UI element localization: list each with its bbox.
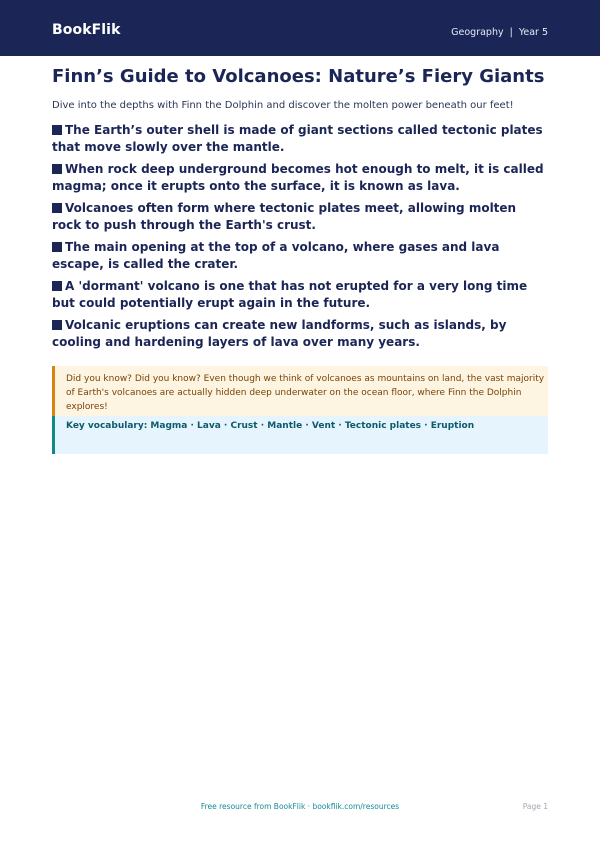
fact-text: The Earth’s outer shell is made of giant sections called tectonic plates that move slowly over the mantle. [52,123,543,154]
fact-text: The main opening at the top of a volcano, where gases and lava escape, is called the crater. [52,240,500,271]
subject-label: Geography [451,27,504,38]
brand-logo-text[interactable]: BookFlik [52,22,121,38]
fact-item [52,278,548,312]
fact-item [52,239,548,273]
fact-item [52,122,548,156]
fact-text: Volcanic eruptions can create new landforms, such as islands, by cooling and hardening layers of lava over many years. [52,318,507,349]
did-you-know-callout: Did you know? Did you know? Even though we think of volcanoes as mountains on land, the vast majority of Earth's volcanoes are actually hidden deep underwater on the ocean floor, where Finn the Dolphin explores! [52,366,548,416]
square-bullet-icon [52,164,62,174]
header-meta [451,27,548,38]
page-number: Page 1 [522,802,548,811]
header-separator: | [509,27,513,38]
fact-item [52,317,548,351]
fact-list [52,122,548,356]
year-label: Year 5 [518,27,548,38]
intro-text: Dive into the depths with Finn the Dolphin and discover the molten power beneath our feet! [52,100,514,111]
fact-text: When rock deep underground becomes hot enough to melt, it is called magma; once it erupts onto the surface, it is known as lava. [52,162,544,193]
square-bullet-icon [52,203,62,213]
square-bullet-icon [52,320,62,330]
fact-text: Volcanoes often form where tectonic plates meet, allowing molten rock to push through the Earth's crust. [52,201,517,232]
square-bullet-icon [52,242,62,252]
square-bullet-icon [52,281,62,291]
fact-text: A 'dormant' volcano is one that has not erupted for a very long time but could potentially erupt again in the future. [52,279,528,310]
fact-item [52,200,548,234]
page-title: Finn’s Guide to Volcanoes: Nature’s Fiery Giants [52,66,545,87]
key-vocabulary-box: Key vocabulary: Magma · Lava · Crust · Mantle · Vent · Tectonic plates · Eruption [52,416,548,454]
fact-item [52,161,548,195]
page-header [0,0,600,56]
square-bullet-icon [52,125,62,135]
footer-credit-link[interactable]: Free resource from BookFlik · bookflik.com/resources [200,802,400,811]
